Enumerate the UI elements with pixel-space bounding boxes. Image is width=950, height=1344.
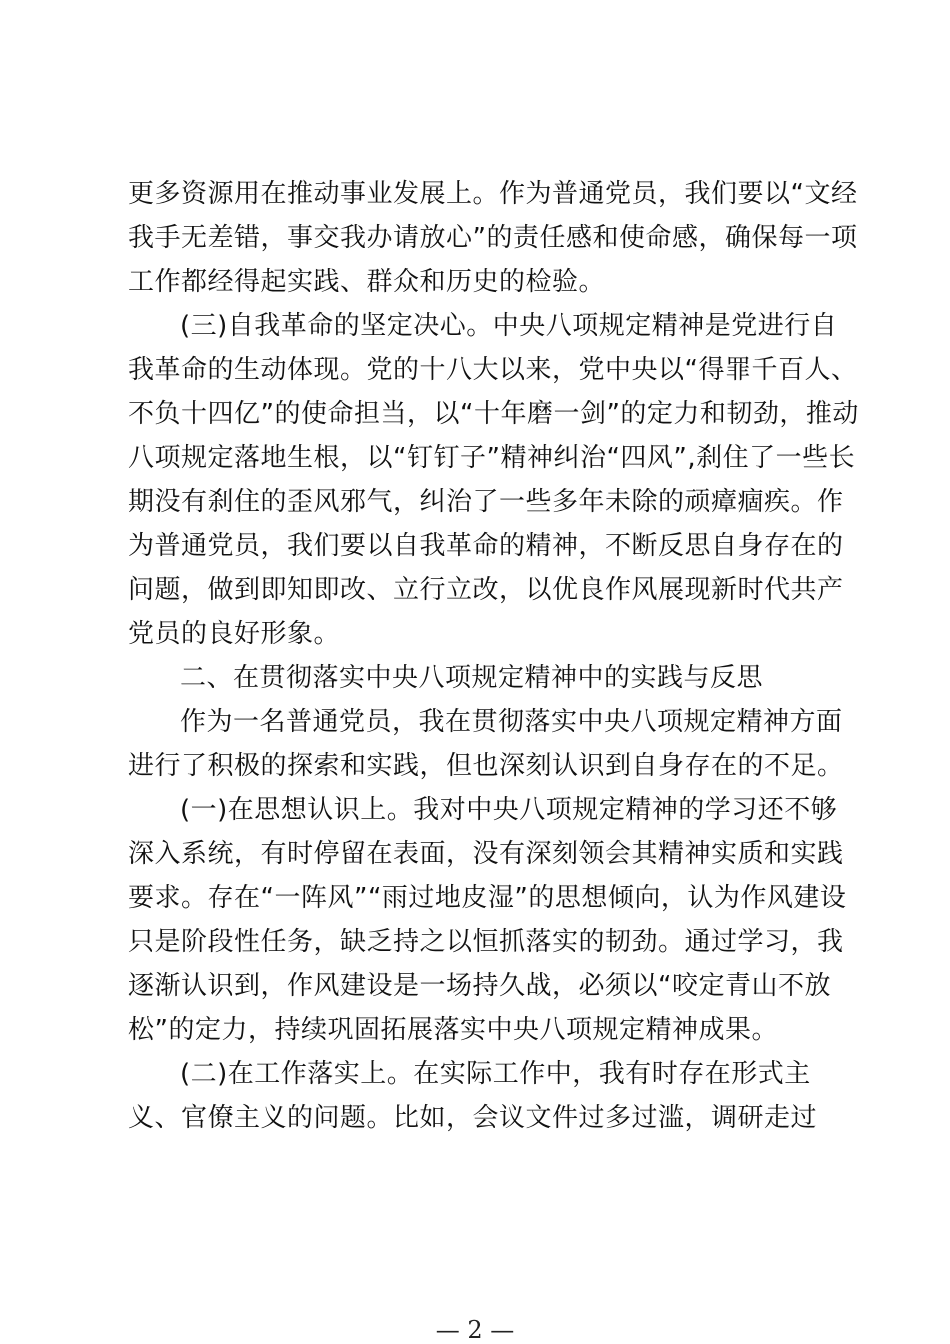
text-line: 松”的定力，持续巩固拓展落实中央八项规定精神成果。 [128, 1015, 778, 1045]
text-line: 不负十四亿”的使命担当，以“十年磨一剑”的定力和韧劲，推动 [128, 399, 859, 429]
text-line: 党员的良好形象。 [128, 619, 341, 649]
text-line: 八项规定落地生根，以“钉钉子”精神纠治“四风”,刹住了一些长 [128, 443, 856, 473]
text-line: 进行了积极的探索和实践，但也深刻认识到自身存在的不足。 [128, 751, 844, 781]
text-line: 更多资源用在推动事业发展上。作为普通党员，我们要以“文经 [128, 179, 858, 209]
text-line: 只是阶段性任务，缺乏持之以恒抓落实的韧劲。通过学习，我 [128, 927, 844, 957]
text-line: 我革命的生动体现。党的十八大以来，党中央以“得罪千百人、 [128, 355, 858, 385]
page-number: — 2 — [435, 1316, 515, 1344]
text-line: 逐渐认识到，作风建设是一场持久战，必须以“咬定青山不放 [128, 971, 831, 1001]
section-heading-line: (三)自我革命的坚定决心。中央八项规定精神是党进行自 [180, 311, 838, 341]
text-line: 我手无差错，事交我办请放心”的责任感和使命感，确保每一项 [128, 223, 858, 253]
section-heading-line: (二)在工作落实上。在实际工作中，我有时存在形式主 [180, 1059, 811, 1089]
text-line: 为普通党员，我们要以自我革命的精神，不断反思自身存在的 [128, 531, 844, 561]
text-line: 期没有刹住的歪风邪气，纠治了一些多年未除的顽瘴痼疾。作 [128, 487, 844, 517]
text-line: 工作都经得起实践、群众和历史的检验。 [128, 267, 606, 297]
chapter-heading-line: 二、在贯彻落实中央八项规定精神中的实践与反思 [180, 663, 764, 693]
section-heading-line: (一)在思想认识上。我对中央八项规定精神的学习还不够 [180, 795, 838, 825]
text-line: 作为一名普通党员，我在贯彻落实中央八项规定精神方面 [180, 707, 843, 737]
text-line: 问题，做到即知即改、立行立改，以优良作风展现新时代共产 [128, 575, 844, 605]
text-line: 深入系统，有时停留在表面，没有深刻领会其精神实质和实践 [128, 839, 844, 869]
text-line: 要求。存在“一阵风”“雨过地皮湿”的思想倾向，认为作风建设 [128, 883, 847, 913]
text-line: 义、官僚主义的问题。比如，会议文件过多过滥，调研走过 [128, 1103, 818, 1133]
document-body [128, 172, 859, 1140]
